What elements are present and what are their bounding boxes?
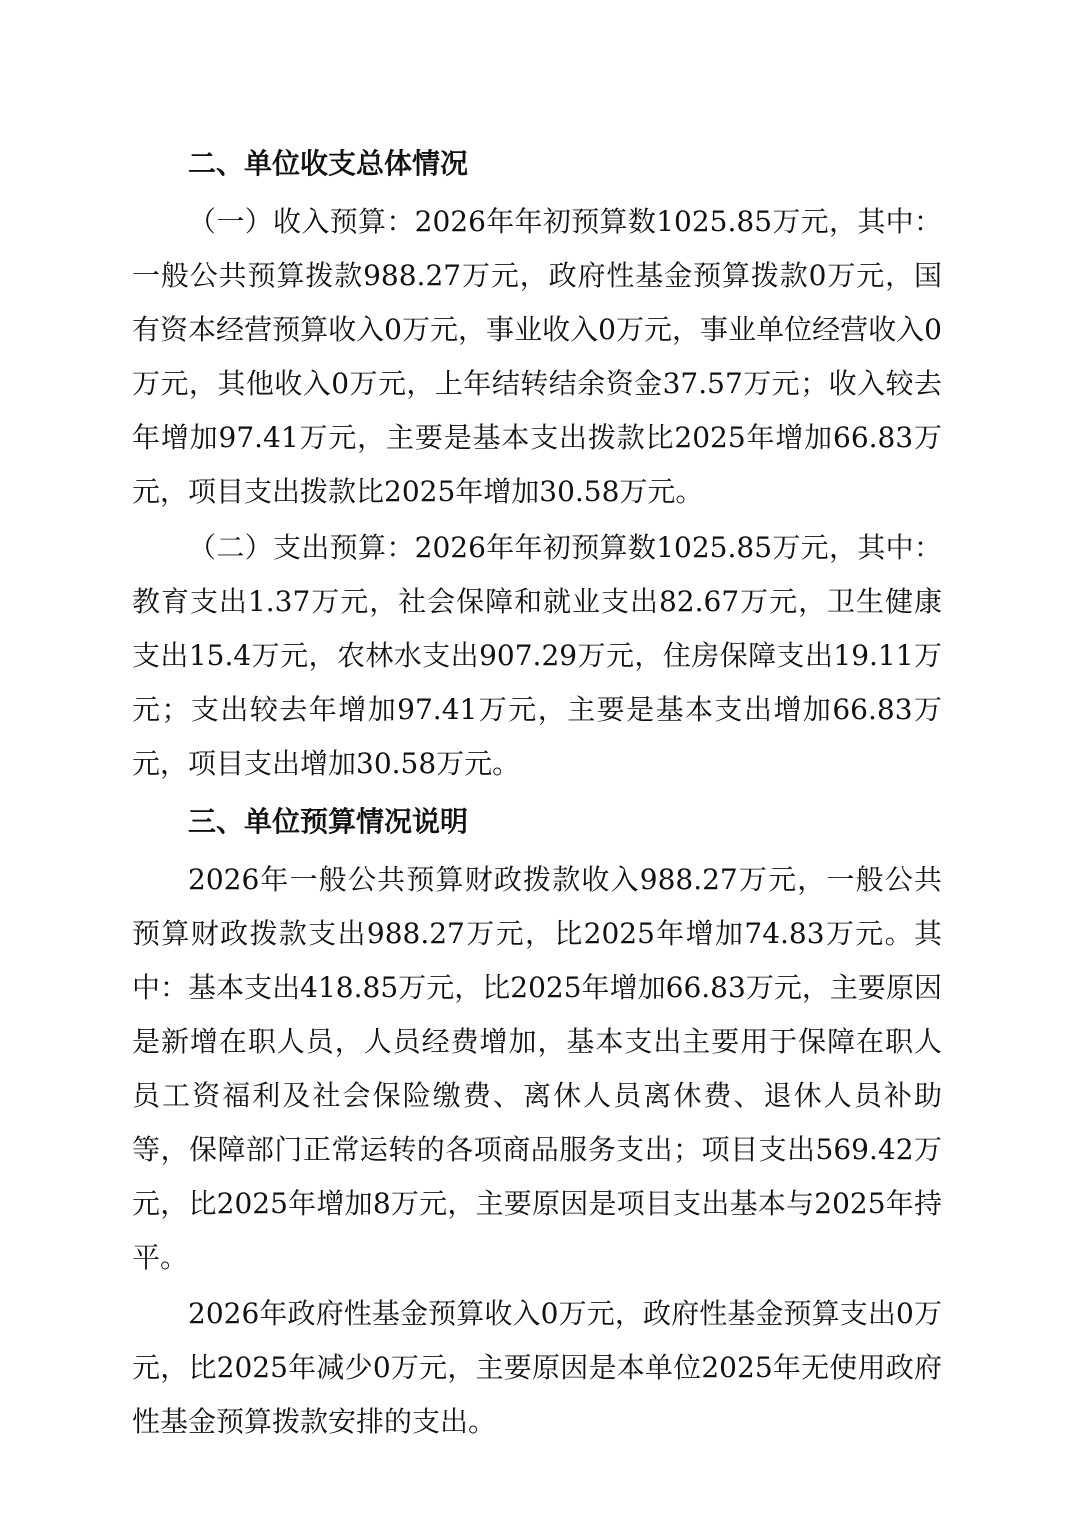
document-body: [132, 133, 942, 1449]
section-heading-overall-income-expenditure: 二、单位收支总体情况: [188, 147, 469, 180]
paragraph-government-fund-budget: 2026年政府性基金预算收入0万元，政府性基金预算支出0万元，比2025年减少0万元，主要原因是本单位2025年无使用政府性基金预算拨款安排的支出。: [132, 1297, 942, 1438]
paragraph-general-public-budget: 2026年一般公共预算财政拨款收入988.27万元，一般公共预算财政拨款支出988.27万元，比2025年增加74.83万元。其中：基本支出418.85万元，比2025年增加66.83万元，主要原因是新增在职人员，人员经费增加，基本支出主要用于保障在职人员工资福利及社会保险缴费、离休人员离休费、退休人员补助等，保障部门正常运转的各项商品服务支出；项目支出569.42万元，比2025年增加8万元，主要原因是项目支出基本与2025年持平。: [132, 863, 942, 1274]
paragraph-expenditure-budget: （二）支出预算：2026年年初预算数1025.85万元，其中：教育支出1.37万元，社会保障和就业支出82.67万元，卫生健康支出15.4万元，农林水支出907.29万元，住房保障支出19.11万元；支出较去年增加97.41万元，主要是基本支出增加66.83万元，项目支出增加30.58万元。: [132, 531, 942, 780]
paragraph-income-budget: （一）收入预算：2026年年初预算数1025.85万元，其中：一般公共预算拨款988.27万元，政府性基金预算拨款0万元，国有资本经营预算收入0万元，事业收入0万元，事业单位经营收入0万元，其他收入0万元，上年结转结余资金37.57万元；收入较去年增加97.41万元，主要是基本支出拨款比2025年增加66.83万元，项目支出拨款比2025年增加30.58万元。: [132, 205, 942, 508]
section-heading-budget-explanation: 三、单位预算情况说明: [188, 805, 469, 838]
